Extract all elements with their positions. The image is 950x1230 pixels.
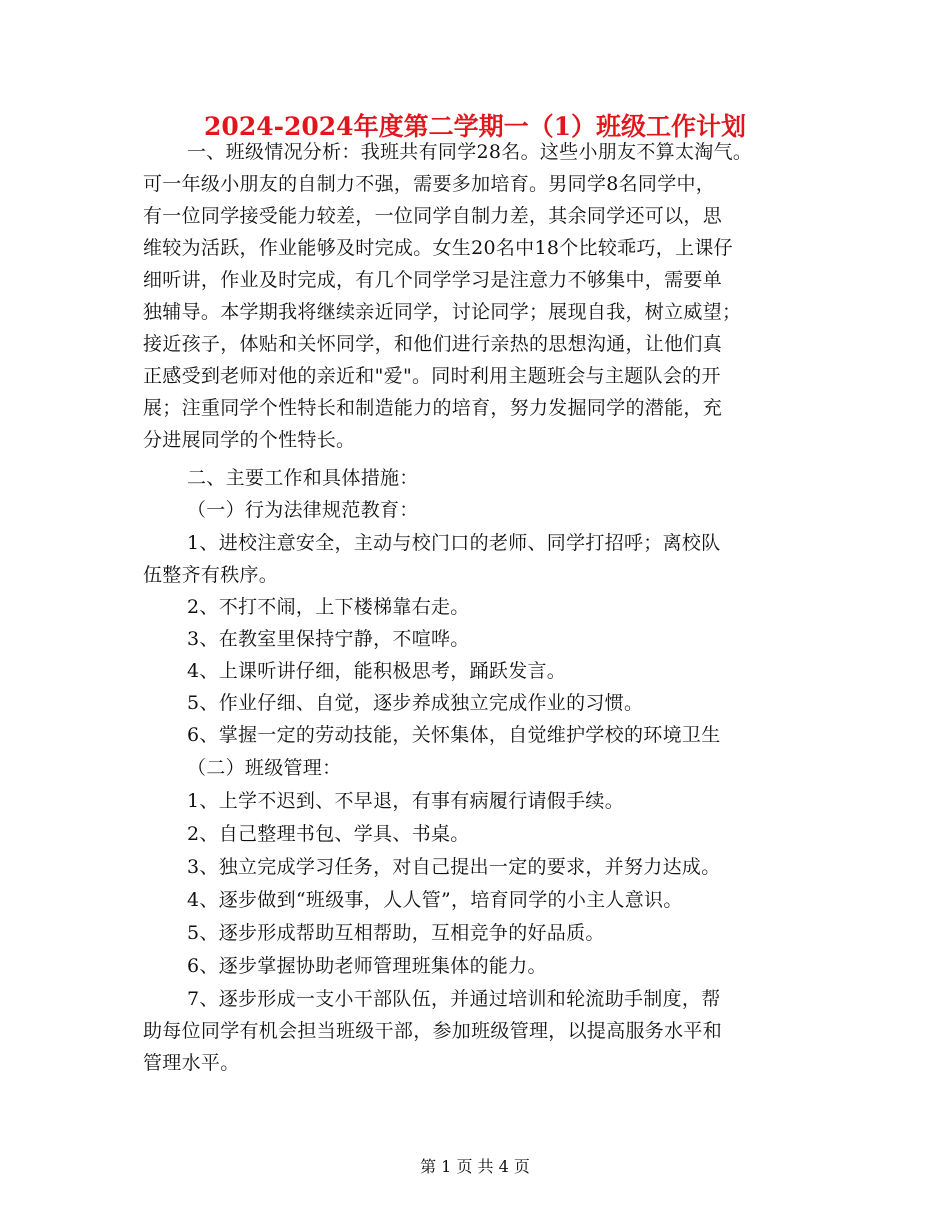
list-item-continuation: 助每位同学有机会担当班级干部，参加班级管理，以提高服务水平和	[143, 1020, 723, 1042]
list-item-continuation: 管理水平。	[143, 1052, 240, 1074]
paragraph-line: 分进展同学的个性特长。	[143, 429, 356, 451]
paragraph-line: 维较为活跃，作业能够及时完成。女生20名中18个比较乖巧，上课仔	[143, 237, 733, 259]
paragraph-line: 一、班级情况分析：我班共有同学28名。这些小朋友不算太淘气。	[187, 141, 753, 163]
list-item: 3、在教室里保持宁静，不喧哗。	[187, 628, 470, 650]
section-heading: 二、主要工作和具体措施：	[187, 467, 419, 489]
paragraph-line: 独辅导。本学期我将继续亲近同学，讨论同学；展现自我，树立威望；	[143, 301, 742, 323]
paragraph-line: 有一位同学接受能力较差，一位同学自制力差，其余同学还可以，思	[143, 205, 723, 227]
subsection-heading: （二）班级管理：	[187, 757, 342, 779]
list-item: 4、逐步做到“班级事，人人管”，培育同学的小主人意识。	[187, 889, 683, 911]
paragraph-line: 接近孩子，体贴和关怀同学，和他们进行亲热的思想沟通，让他们真	[143, 333, 723, 355]
list-item: 2、不打不闹，上下楼梯靠右走。	[187, 596, 470, 618]
subsection-heading: （一）行为法律规范教育：	[187, 499, 419, 521]
paragraph-line: 展；注重同学个性特长和制造能力的培育，努力发掘同学的潜能，充	[143, 397, 723, 419]
page-footer: 第 1 页 共 4 页	[420, 1157, 530, 1176]
paragraph-line: 正感受到老师对他的亲近和"爱"。同时利用主题班会与主题队会的开	[143, 365, 721, 387]
list-item: 1、进校注意安全，主动与校门口的老师、同学打招呼；离校队	[187, 532, 721, 554]
list-item: 4、上课听讲仔细，能积极思考，踊跃发言。	[187, 660, 567, 682]
list-item: 5、作业仔细、自觉，逐步养成独立完成作业的习惯。	[187, 692, 644, 714]
list-item: 7、逐步形成一支小干部队伍，并通过培训和轮流助手制度，帮	[187, 988, 721, 1010]
paragraph-line: 细听讲，作业及时完成，有几个同学学习是注意力不够集中，需要单	[143, 269, 723, 291]
list-item-continuation: 伍整齐有秩序。	[143, 564, 279, 586]
paragraph-line: 可一年级小朋友的自制力不强，需要多加培育。男同学8名同学中，	[143, 173, 716, 195]
list-item: 3、独立完成学习任务，对自己提出一定的要求，并努力达成。	[187, 856, 721, 878]
list-item: 6、掌握一定的劳动技能，关怀集体，自觉维护学校的环境卫生	[187, 724, 721, 746]
list-item: 5、逐步形成帮助互相帮助，互相竞争的好品质。	[187, 922, 605, 944]
list-item: 2、自己整理书包、学具、书桌。	[187, 823, 470, 845]
list-item: 1、上学不迟到、不早退，有事有病履行请假手续。	[187, 790, 624, 812]
document-title: 2024-2024年度第二学期一（1）班级工作计划	[204, 112, 746, 141]
list-item: 6、逐步掌握协助老师管理班集体的能力。	[187, 955, 547, 977]
